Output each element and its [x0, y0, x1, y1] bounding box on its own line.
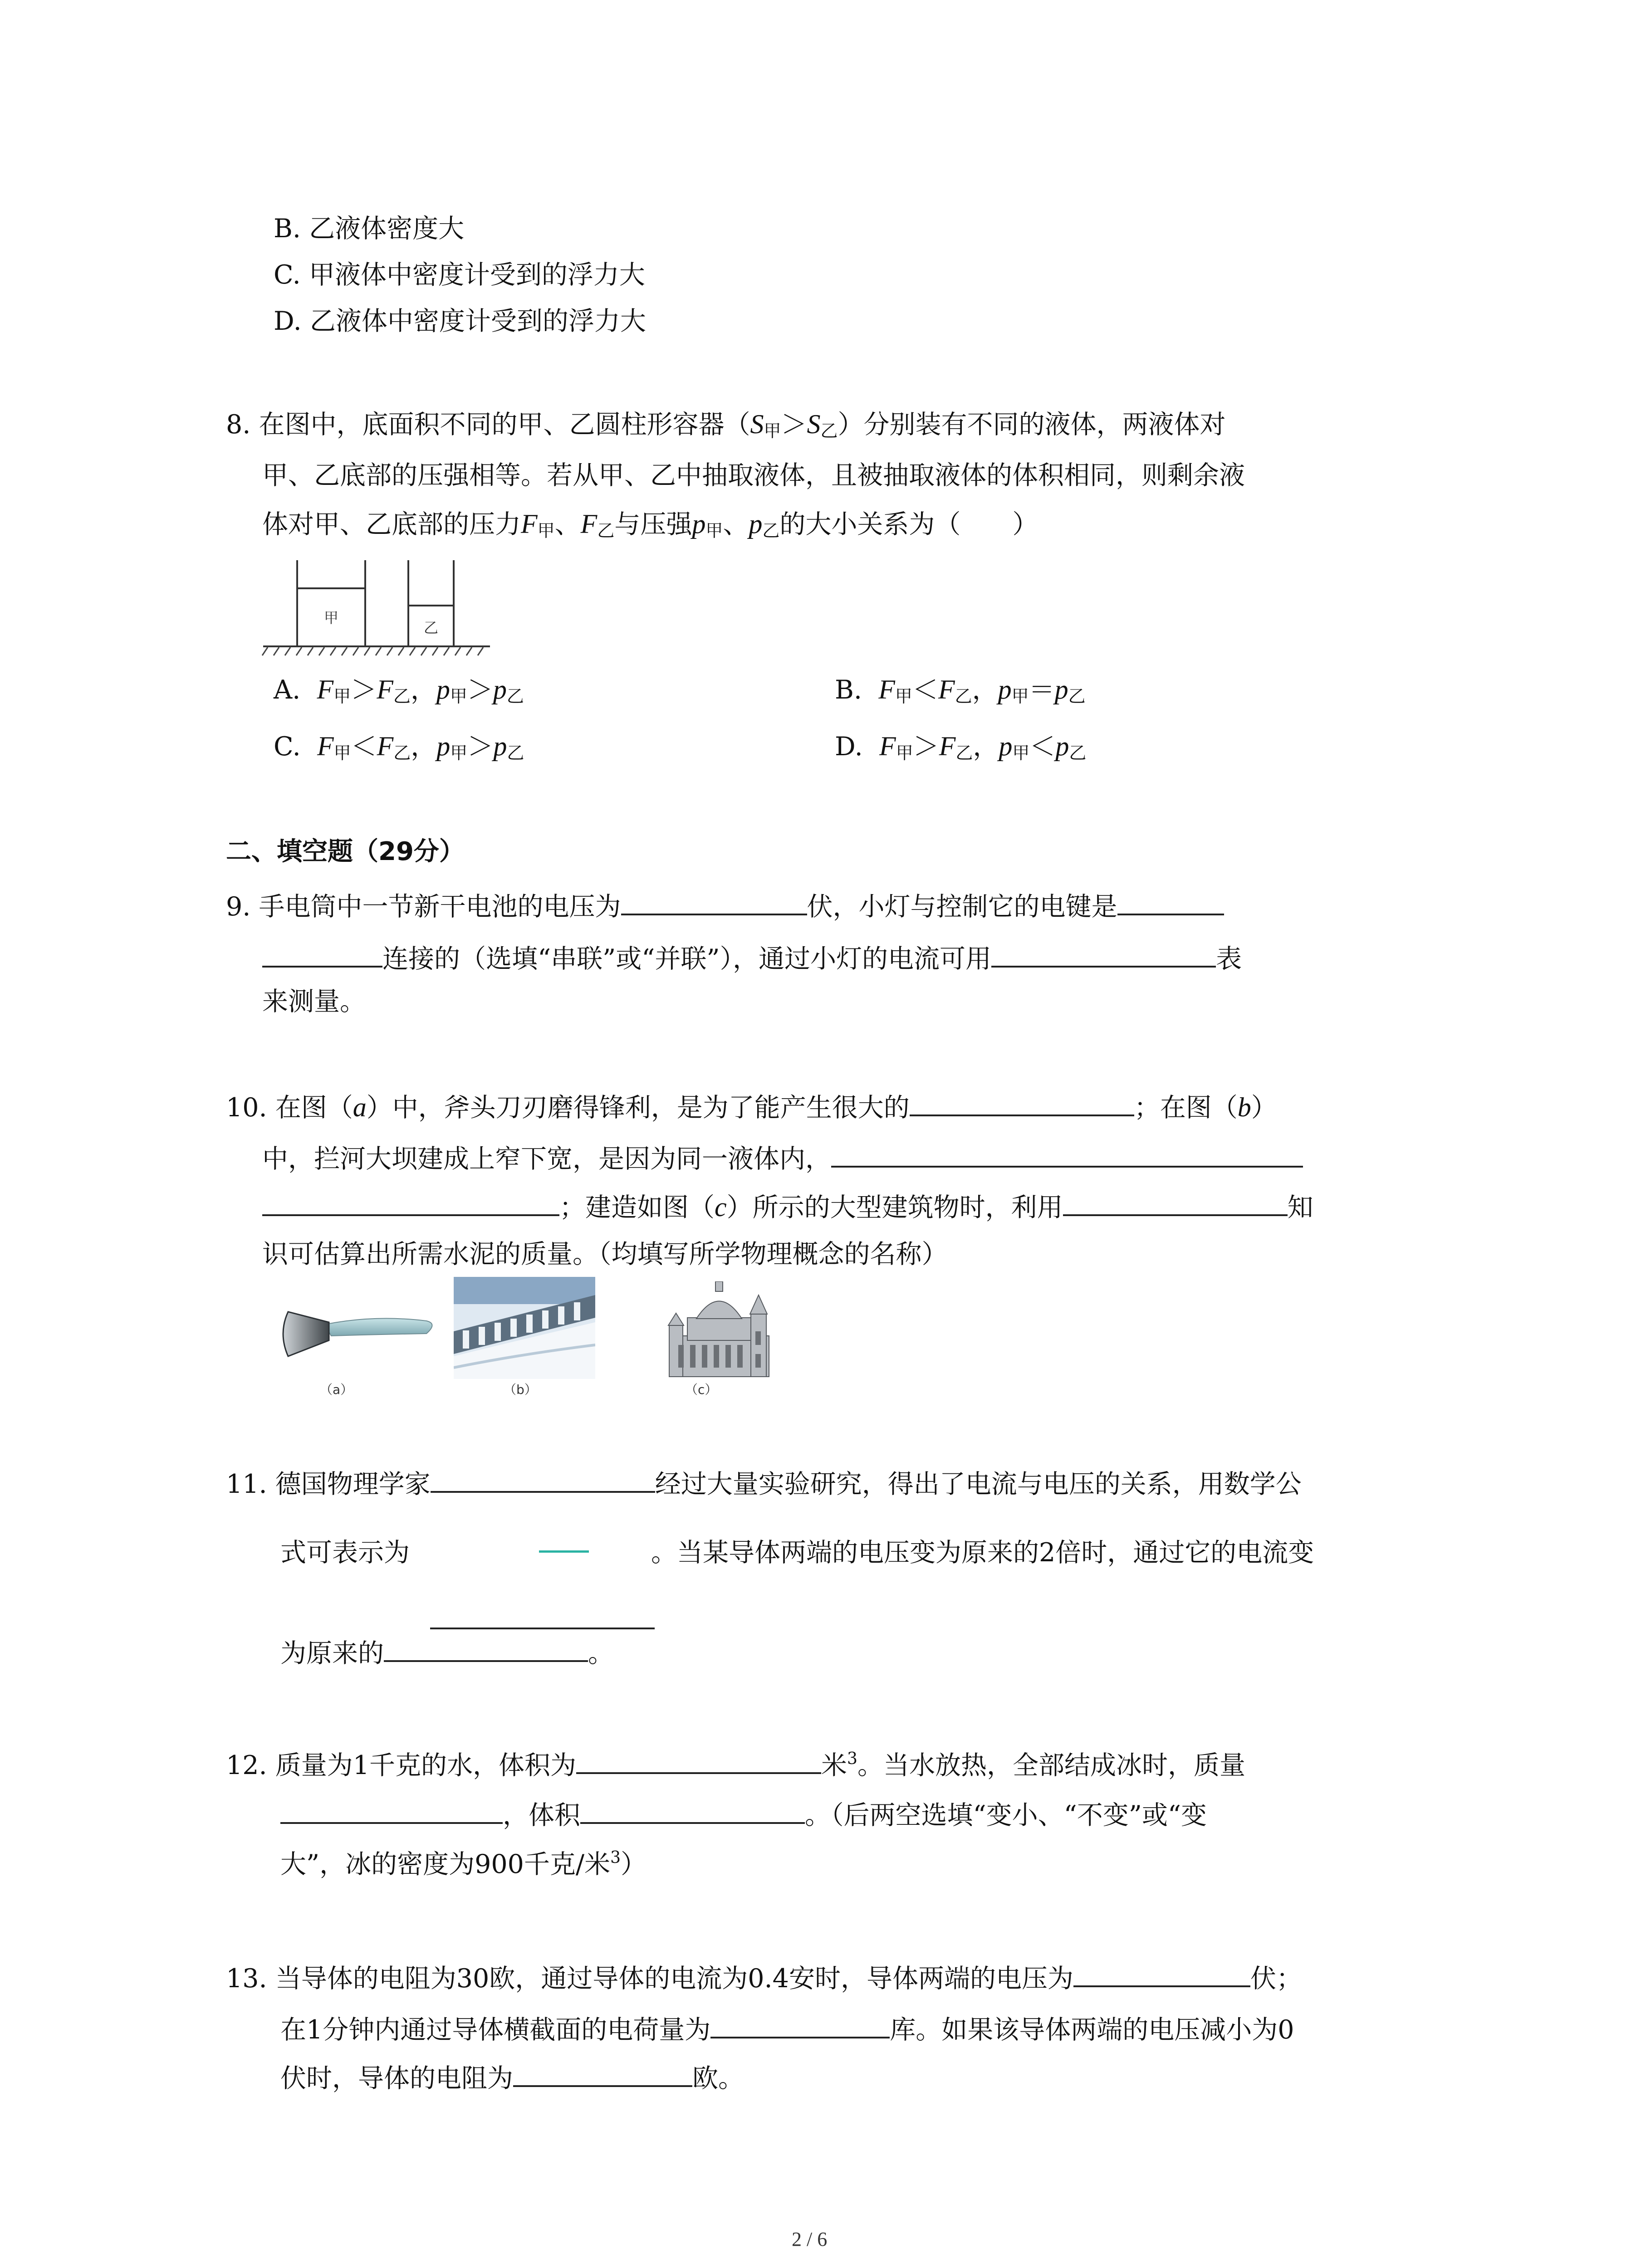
- q9-text: 连接的（选填“串联”或“并联”），通过小灯的电流可用: [382, 944, 992, 974]
- q10-text: ）: [1251, 1093, 1277, 1123]
- var-p: p: [999, 731, 1013, 761]
- sub-jia: 甲: [537, 521, 555, 541]
- var-s: S: [807, 409, 821, 439]
- sub-yi: 乙: [506, 686, 524, 706]
- q13-text: 伏；: [1250, 1964, 1302, 1994]
- q13-line-3: [280, 2062, 744, 2092]
- q11-text: 为原来的: [280, 1638, 384, 1668]
- q8-option-c: [274, 733, 524, 762]
- answer-blank[interactable]: [280, 1799, 503, 1824]
- q8-text: 体对甲、乙底部的压力: [262, 509, 521, 539]
- q10-text: ；建造如图（: [559, 1193, 715, 1222]
- sub-jia: 甲: [333, 686, 351, 706]
- var-p: p: [493, 731, 507, 761]
- q8-number: 8.: [226, 410, 251, 440]
- sub-jia: 甲: [1011, 686, 1029, 706]
- q9-line-2: [262, 942, 1242, 972]
- q11-line-3: [280, 1637, 614, 1667]
- q7-option-b: B. 乙液体密度大: [274, 214, 465, 244]
- answer-blank[interactable]: [710, 2013, 890, 2038]
- punct: ，: [411, 732, 437, 762]
- sub-yi: 乙: [955, 743, 973, 763]
- option-letter: C.: [274, 732, 301, 762]
- q10-text: 10. 在图（: [226, 1093, 353, 1123]
- answer-blank[interactable]: [831, 1142, 1303, 1168]
- sub-yi: 乙: [393, 743, 411, 763]
- sub-jia: 甲: [896, 743, 913, 763]
- punct: ，: [972, 675, 998, 705]
- sub-yi: 乙: [820, 421, 838, 441]
- option-letter: A.: [274, 675, 301, 705]
- var-p: p: [1055, 731, 1069, 761]
- q12-text: 大”，冰的密度为900千克/米: [280, 1849, 611, 1879]
- option-letter: B.: [835, 675, 862, 705]
- label-yi: 乙: [423, 619, 439, 636]
- q8-text: ）分别装有不同的液体，两液体对: [838, 410, 1226, 440]
- var-f: F: [878, 675, 895, 704]
- containers-figure: [254, 556, 499, 665]
- lt-sign: ＜: [912, 675, 938, 705]
- sub-jia: 甲: [450, 743, 468, 763]
- q11-text: 。: [588, 1638, 614, 1668]
- equation-fraction-bar: [539, 1550, 589, 1553]
- q9-text: 表: [1216, 944, 1242, 974]
- answer-blank[interactable]: [991, 942, 1216, 968]
- q12-line-1: [226, 1749, 1245, 1779]
- q9-line-1: [226, 890, 1224, 920]
- q10-line-2: [262, 1142, 1303, 1172]
- q12-line-2: [280, 1799, 1207, 1828]
- label-jia: 甲: [323, 609, 339, 626]
- sub-jia: 甲: [895, 686, 912, 706]
- q10-text: ；在图（: [1134, 1093, 1238, 1123]
- lt-sign: ＜: [351, 732, 377, 762]
- var-f: F: [317, 731, 334, 761]
- sub-jia: 甲: [1012, 743, 1030, 763]
- q13-text: 欧。: [692, 2063, 744, 2093]
- var-f: F: [377, 675, 393, 704]
- caption-b: （b）: [504, 1382, 537, 1397]
- answer-blank[interactable]: [430, 1628, 655, 1629]
- q8-text: 在图中，底面积不同的甲、乙圆柱形容器（: [259, 410, 750, 440]
- q13-line-2: [280, 2013, 1294, 2043]
- lt-sign: ＜: [1029, 732, 1056, 762]
- var-s: S: [750, 409, 764, 439]
- answer-blank[interactable]: [262, 942, 382, 968]
- var-f: F: [879, 731, 896, 761]
- section-heading: 二、填空题（29分）: [226, 837, 465, 866]
- q11-line-2b: 。当某导体两端的电压变为原来的2倍时，通过它的电流变: [651, 1538, 1314, 1568]
- var-f: F: [317, 675, 334, 704]
- var-p: p: [692, 509, 706, 539]
- q8-line-3: [262, 510, 1038, 539]
- gt-sign: ＞: [467, 675, 493, 705]
- sub-yi: 乙: [1068, 686, 1086, 706]
- q8-text: 与压强: [614, 509, 692, 539]
- answer-blank[interactable]: [621, 890, 807, 915]
- q11-line-1: [226, 1467, 1302, 1497]
- sub-yi: 乙: [1069, 743, 1087, 763]
- var-p: p: [436, 675, 450, 704]
- q12-text: ，体积: [503, 1800, 580, 1830]
- var-f: F: [939, 731, 956, 761]
- superscript-3: 3: [847, 1750, 857, 1768]
- q7-option-d: D. 乙液体中密度计受到的浮力大: [274, 306, 646, 336]
- var-p: p: [749, 509, 763, 539]
- punct: 、: [723, 509, 749, 539]
- sub-yi: 乙: [507, 743, 524, 763]
- var-f: F: [521, 509, 538, 539]
- var-b: b: [1237, 1092, 1251, 1122]
- gt-sign: ＞: [351, 675, 377, 705]
- axe-figure: [274, 1306, 438, 1383]
- var-p: p: [436, 731, 451, 761]
- var-p: p: [1054, 675, 1068, 704]
- dam-figure: [454, 1277, 595, 1379]
- option-letter: D.: [835, 732, 863, 762]
- sub-yi: 乙: [597, 521, 615, 541]
- q10-text: ）所示的大型建筑物时，利用: [726, 1193, 1063, 1222]
- answer-blank[interactable]: [431, 1467, 655, 1493]
- punct: 、: [554, 509, 581, 539]
- gt-sign: ＞: [781, 410, 807, 440]
- q8-option-d: [835, 733, 1086, 762]
- q9-line-3: 来测量。: [262, 987, 366, 1017]
- q8-line-1: [226, 411, 1226, 440]
- q10-line-3: [262, 1191, 1313, 1221]
- gt-sign: ＞: [913, 732, 939, 762]
- superscript-3: 3: [610, 1848, 621, 1867]
- sub-jia: 甲: [705, 521, 723, 541]
- caption-a: （a）: [320, 1382, 353, 1397]
- q13-line-1: [226, 1962, 1302, 1992]
- var-p: p: [998, 675, 1012, 704]
- q11-text: 经过大量实验研究，得出了电流与电压的关系，用数学公: [655, 1469, 1302, 1499]
- q10-text: 中，拦河大坝建成上窄下宽，是因为同一液体内，: [262, 1144, 831, 1174]
- eq-sign: ＝: [1029, 675, 1055, 705]
- q10-line-1: [226, 1091, 1277, 1121]
- punct: ，: [410, 675, 436, 705]
- answer-blank[interactable]: [580, 1799, 805, 1824]
- q9-text: 9. 手电筒中一节新干电池的电压为: [226, 892, 621, 922]
- answer-blank[interactable]: [384, 1637, 588, 1662]
- q10-text: 知: [1287, 1193, 1313, 1222]
- q8-option-a: [274, 676, 524, 705]
- gt-sign: ＞: [467, 732, 494, 762]
- caption-c: （c）: [685, 1382, 718, 1397]
- q10-text: ）中，斧头刀刃磨得锋利，是为了能产生很大的: [366, 1093, 910, 1123]
- q12-text: 。（后两空选填“变小、“不变”或“变: [805, 1800, 1207, 1830]
- answer-blank[interactable]: [910, 1091, 1134, 1116]
- q9-text: 伏，小灯与控制它的电键是: [807, 892, 1117, 922]
- answer-blank[interactable]: [1117, 890, 1224, 915]
- q7-option-c: C. 甲液体中密度计受到的浮力大: [274, 260, 645, 290]
- q12-text: 米: [821, 1750, 847, 1780]
- answer-blank[interactable]: [513, 2062, 692, 2087]
- q8-text: 的大小关系为（ ）: [779, 509, 1038, 539]
- q13-text: 库。如果该导体两端的电压减小为0: [890, 2015, 1294, 2045]
- sub-yi: 乙: [762, 521, 780, 541]
- q12-text: ）: [621, 1849, 647, 1879]
- sub-jia: 甲: [764, 421, 781, 441]
- q13-text: 伏时，导体的电阻为: [280, 2063, 513, 2093]
- q11-line-2a: 式可表示为: [280, 1538, 410, 1568]
- q8-line-2: 甲、乙底部的压强相等。若从甲、乙中抽取液体，且被抽取液体的体积相同，则剩余液: [262, 460, 1245, 490]
- sub-jia: 甲: [450, 686, 467, 706]
- q11-text: 11. 德国物理学家: [226, 1469, 431, 1499]
- answer-blank[interactable]: [262, 1191, 559, 1216]
- page-number: 2 / 6: [792, 2228, 828, 2250]
- var-f: F: [377, 731, 394, 761]
- q13-text: 13. 当导体的电阻为30欧，通过导体的电流为0.4安时，导体两端的电压为: [226, 1964, 1073, 1994]
- var-f: F: [580, 509, 598, 539]
- var-p: p: [493, 675, 507, 704]
- sub-yi: 乙: [955, 686, 972, 706]
- var-c: c: [715, 1192, 727, 1222]
- q12-text: 12. 质量为1千克的水，体积为: [226, 1750, 577, 1780]
- cathedral-figure: [660, 1281, 778, 1381]
- sub-jia: 甲: [333, 743, 351, 763]
- var-f: F: [938, 675, 955, 704]
- q12-text: 。当水放热，全部结成冰时，质量: [857, 1750, 1245, 1780]
- q8-option-b: [835, 676, 1086, 705]
- var-a: a: [353, 1092, 367, 1122]
- q13-text: 在1分钟内通过导体横截面的电荷量为: [280, 2015, 711, 2045]
- q10-line-4: 识可估算出所需水泥的质量。（均填写所学物理概念的名称）: [262, 1239, 948, 1269]
- punct: ，: [973, 732, 999, 762]
- answer-blank[interactable]: [576, 1749, 821, 1774]
- q12-line-3: [280, 1850, 647, 1877]
- sub-yi: 乙: [393, 686, 411, 706]
- answer-blank[interactable]: [1063, 1191, 1288, 1216]
- answer-blank[interactable]: [1073, 1962, 1250, 1987]
